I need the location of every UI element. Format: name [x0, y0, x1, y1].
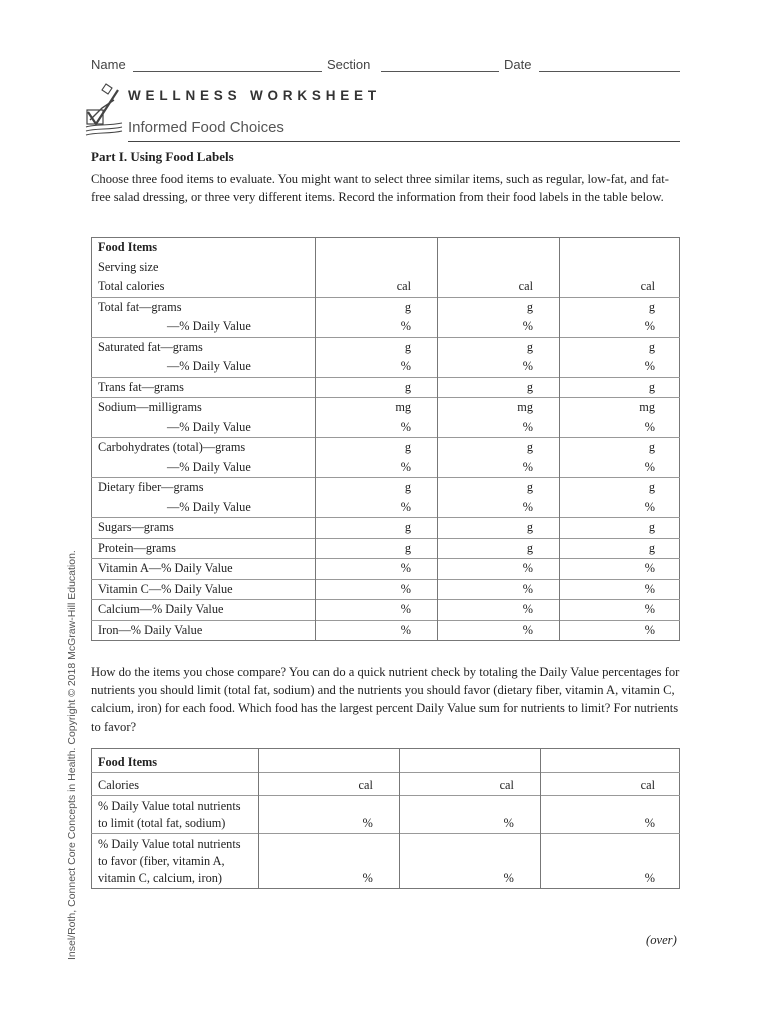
- food-2-value-cell[interactable]: g: [438, 297, 560, 317]
- table-row: [92, 258, 680, 278]
- table-row: [92, 749, 680, 773]
- food-2-value-cell[interactable]: g: [438, 478, 560, 498]
- food-2-value-cell[interactable]: %: [399, 834, 540, 889]
- row-label: Sodium—milligrams: [92, 398, 316, 418]
- table-row: [92, 337, 680, 357]
- nutrient-sum-table: [91, 748, 680, 889]
- food-2-value-cell[interactable]: g: [438, 518, 560, 539]
- row-label: Calcium—% Daily Value: [92, 600, 316, 621]
- food-2-value-cell[interactable]: %: [438, 600, 560, 621]
- food-2-value-cell[interactable]: g: [438, 337, 560, 357]
- row-label: Food Items: [98, 240, 158, 254]
- food-2-value-cell[interactable]: [438, 238, 560, 258]
- name-field[interactable]: [133, 71, 322, 72]
- table-row: [92, 377, 680, 398]
- table-row: [92, 518, 680, 539]
- food-2-value-cell[interactable]: g: [438, 538, 560, 559]
- name-label: Name: [91, 57, 126, 72]
- table-row: [92, 600, 680, 621]
- row-label: Vitamin A—% Daily Value: [92, 559, 316, 580]
- food-1-value-cell[interactable]: [258, 749, 399, 773]
- copyright-text: Insel/Roth, Connect Core Concepts in Health. Copyright © 2018 McGraw-Hill Education.: [66, 550, 78, 960]
- food-2-value-cell[interactable]: %: [438, 418, 560, 438]
- row-label: Food Items: [98, 754, 158, 769]
- date-label: Date: [504, 57, 532, 72]
- row-label: % Daily Value total nutrients to favor (fiber, vitamin A, vitamin C, calcium, iron): [92, 834, 259, 889]
- food-2-value-cell[interactable]: mg: [438, 398, 560, 418]
- food-3-value-cell[interactable]: [540, 749, 679, 773]
- row-label: Trans fat—grams: [92, 377, 316, 398]
- table-row: [92, 834, 680, 889]
- food-2-value-cell[interactable]: [399, 749, 540, 773]
- food-3-value-cell[interactable]: g: [560, 478, 680, 498]
- food-2-value-cell[interactable]: %: [438, 317, 560, 337]
- row-label: Protein—grams: [92, 538, 316, 559]
- table-row: [92, 796, 680, 834]
- food-3-value-cell[interactable]: cal: [560, 277, 680, 297]
- food-3-value-cell[interactable]: cal: [540, 772, 679, 796]
- food-2-value-cell[interactable]: g: [438, 438, 560, 458]
- food-3-value-cell[interactable]: mg: [560, 398, 680, 418]
- table-row: [92, 559, 680, 580]
- food-2-value-cell[interactable]: %: [438, 458, 560, 478]
- food-2-value-cell[interactable]: %: [438, 357, 560, 377]
- table-row: [92, 538, 680, 559]
- table-row: [92, 438, 680, 458]
- food-1-value-cell[interactable]: cal: [316, 277, 438, 297]
- table-row: [92, 398, 680, 418]
- row-label: Sugars—grams: [92, 518, 316, 539]
- row-label: Vitamin C—% Daily Value: [92, 579, 316, 600]
- food-1-value-cell[interactable]: %: [316, 418, 438, 438]
- row-label: Total fat—grams: [92, 297, 316, 317]
- row-label: Total calories: [98, 279, 165, 293]
- row-label: Serving size: [98, 259, 159, 274]
- food-3-value-cell[interactable]: %: [540, 834, 679, 889]
- food-1-value-cell[interactable]: [316, 258, 438, 278]
- food-3-value-cell[interactable]: g: [560, 518, 680, 539]
- food-2-value-cell[interactable]: g: [438, 377, 560, 398]
- food-3-value-cell[interactable]: g: [560, 438, 680, 458]
- table-row: [92, 297, 680, 317]
- title-divider: [128, 141, 680, 142]
- food-3-value-cell[interactable]: %: [560, 357, 680, 377]
- food-2-value-cell[interactable]: cal: [399, 772, 540, 796]
- food-3-value-cell[interactable]: [560, 258, 680, 278]
- row-label: —% Daily Value: [167, 319, 251, 333]
- table-row: [92, 478, 680, 498]
- food-1-value-cell[interactable]: g: [316, 438, 438, 458]
- table-row: [92, 277, 680, 297]
- food-3-value-cell[interactable]: g: [560, 337, 680, 357]
- section-field[interactable]: [381, 71, 499, 72]
- table-row: [92, 317, 680, 337]
- row-label: Dietary fiber—grams: [92, 478, 316, 498]
- food-3-value-cell[interactable]: g: [560, 538, 680, 559]
- food-1-value-cell[interactable]: g: [316, 337, 438, 357]
- food-3-value-cell[interactable]: g: [560, 297, 680, 317]
- food-3-value-cell[interactable]: %: [540, 796, 679, 834]
- food-3-value-cell[interactable]: %: [560, 620, 680, 641]
- food-label-table: [91, 237, 680, 641]
- row-label: % Daily Value total nutrients to limit (total fat, sodium): [92, 796, 259, 834]
- food-3-value-cell[interactable]: %: [560, 579, 680, 600]
- over-note: (over): [646, 933, 677, 947]
- student-info-fields: [91, 57, 680, 75]
- table-row: [92, 579, 680, 600]
- food-1-value-cell[interactable]: [316, 238, 438, 258]
- food-1-value-cell[interactable]: mg: [316, 398, 438, 418]
- food-1-value-cell[interactable]: %: [316, 498, 438, 518]
- food-1-value-cell[interactable]: g: [316, 538, 438, 559]
- row-label: —% Daily Value: [167, 459, 251, 474]
- pencil-checkbox-icon: [84, 80, 124, 136]
- food-3-value-cell[interactable]: %: [560, 458, 680, 478]
- compare-paragraph: How do the items you chose compare? You can do a quick nutrient check by totaling the Daily Value percentages for nutrients you should limit (total fat, sodium) and the nutrients you should favor (dietary fiber, vitamin A, vitamin C, calcium, iron) for each food. Which food has the largest percent Daily Value sum for nutrients to limit? For nutrients to favor?: [91, 665, 680, 734]
- food-3-value-cell[interactable]: %: [560, 498, 680, 518]
- row-label: Iron—% Daily Value: [92, 620, 316, 641]
- table-row: [92, 418, 680, 438]
- section-label: Section: [327, 57, 371, 72]
- worksheet-subtitle: Informed Food Choices: [128, 119, 284, 136]
- table-row: [92, 238, 680, 258]
- food-1-value-cell[interactable]: g: [316, 377, 438, 398]
- food-1-value-cell[interactable]: g: [316, 518, 438, 539]
- food-3-value-cell[interactable]: g: [560, 377, 680, 398]
- food-2-value-cell[interactable]: cal: [438, 277, 560, 297]
- food-3-value-cell[interactable]: [560, 238, 680, 258]
- part1-heading: Part I. Using Food Labels: [91, 149, 234, 164]
- food-1-value-cell[interactable]: g: [316, 478, 438, 498]
- food-2-value-cell[interactable]: %: [399, 796, 540, 834]
- worksheet-title: WELLNESS WORKSHEET: [128, 88, 381, 103]
- food-3-value-cell[interactable]: %: [560, 317, 680, 337]
- table-row: [92, 620, 680, 641]
- food-1-value-cell[interactable]: cal: [258, 772, 399, 796]
- row-label: —% Daily Value: [167, 499, 251, 514]
- copyright-side-text: [66, 550, 78, 960]
- row-label: —% Daily Value: [167, 359, 251, 373]
- food-2-value-cell[interactable]: %: [438, 498, 560, 518]
- food-3-value-cell[interactable]: %: [560, 418, 680, 438]
- row-label: —% Daily Value: [167, 419, 251, 434]
- food-1-value-cell[interactable]: %: [258, 796, 399, 834]
- row-label: Carbohydrates (total)—grams: [92, 438, 316, 458]
- food-3-value-cell[interactable]: %: [560, 559, 680, 580]
- row-label: Saturated fat—grams: [92, 337, 316, 357]
- table-row: [92, 357, 680, 377]
- food-1-value-cell[interactable]: %: [316, 458, 438, 478]
- food-2-value-cell[interactable]: %: [438, 620, 560, 641]
- food-1-value-cell[interactable]: %: [316, 357, 438, 377]
- food-3-value-cell[interactable]: %: [560, 600, 680, 621]
- food-2-value-cell[interactable]: [438, 258, 560, 278]
- part1-intro: Choose three food items to evaluate. You might want to select three similar items, such as regular, low-fat, and fat-free salad dressing, or three very different items. Record the information from their food labels in the table below.: [91, 172, 669, 205]
- food-1-value-cell[interactable]: g: [316, 297, 438, 317]
- row-label: Calories: [92, 772, 259, 796]
- table-row: [92, 458, 680, 478]
- food-1-value-cell[interactable]: %: [316, 620, 438, 641]
- food-2-value-cell[interactable]: %: [438, 579, 560, 600]
- date-field[interactable]: [539, 71, 680, 72]
- table-row: [92, 498, 680, 518]
- food-1-value-cell[interactable]: %: [316, 317, 438, 337]
- food-1-value-cell[interactable]: %: [316, 600, 438, 621]
- food-1-value-cell[interactable]: %: [316, 559, 438, 580]
- food-2-value-cell[interactable]: %: [438, 559, 560, 580]
- food-1-value-cell[interactable]: %: [316, 579, 438, 600]
- food-1-value-cell[interactable]: %: [258, 834, 399, 889]
- table-row: [92, 772, 680, 796]
